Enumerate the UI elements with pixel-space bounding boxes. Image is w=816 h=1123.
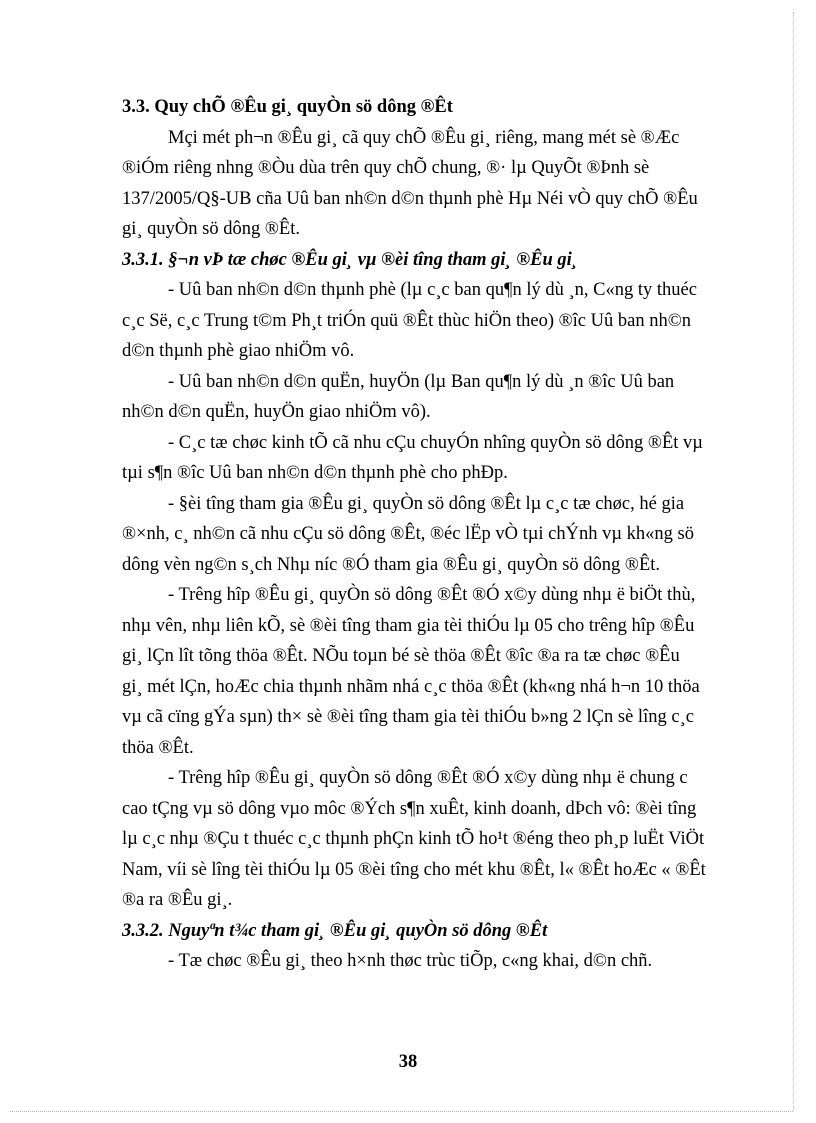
paragraph-line: vµ cã cïng gÝa sµn) th× sè ®èi tîng tham gia tèi thiÓu b»ng 2 lÇn sè lîng c¸c <box>122 707 694 727</box>
paragraph-line: dông vèn ng©n s¸ch Nhµ níc ®Ó tham gia ®Êu gi¸ quyÒn sö dông ®Êt. <box>122 554 661 575</box>
paragraph-line: ®a ra ®Êu gi¸. <box>122 890 233 910</box>
paragraph-line: gi¸ quyÒn sö dông ®Êt. <box>122 219 300 239</box>
subsection-heading-3-3-1: 3.3.1. §¬n vÞ tæ chøc ®Êu gi¸ vµ ®èi tîng tham gi¸ ®Êu gi¸ <box>122 249 578 270</box>
paragraph-line: lµ c¸c nhµ ®Çu t thuéc c¸c thµnh phÇn kinh tÕ ho¹t ®éng theo ph¸p luËt ViÖt <box>122 829 705 849</box>
paragraph-line: - Trêng hîp ®Êu gi¸ quyÒn sö dông ®Êt ®Ó x©y dùng nhµ ë chung c <box>168 768 688 788</box>
paragraph-line: - Uû ban nh©n d©n quËn, huyÖn (lµ Ban qu¶n lý dù ¸n ®îc Uû ban <box>168 371 675 392</box>
paragraph-line: Nam, víi sè lîng tèi thiÓu lµ 05 ®èi tîng cho mét khu ®Êt, l« ®Êt hoÆc « ®Êt <box>122 859 706 880</box>
paragraph-line: - §èi tîng tham gia ®Êu gi¸ quyÒn sö dông ®Êt lµ c¸c tæ chøc, hé gia <box>168 493 685 514</box>
paragraph-line: - Tæ chøc ®Êu gi¸ theo h×nh thøc trùc tiÕp, c«ng khai, d©n chñ. <box>168 951 653 971</box>
paragraph-line: - C¸c tæ chøc kinh tÕ cã nhu cÇu chuyÓn nhîng quyÒn sö dông ®Êt vµ <box>168 432 703 453</box>
paragraph-line: Mçi mét ph¬n ®Êu gi¸ cã quy chÕ ®Êu gi¸ riêng, mang mét sè ®Æc <box>168 127 680 148</box>
paragraph-line: gi¸ mét lÇn, hoÆc chia thµnh nhãm nhá c¸c thöa ®Êt (kh«ng nhá h¬n 10 thöa <box>122 676 700 697</box>
paragraph-line: tµi s¶n ®îc Uû ban nh©n d©n thµnh phè cho phÐp. <box>122 463 508 483</box>
paragraph-line: thöa ®Êt. <box>122 737 194 758</box>
paragraph-line: nh©n d©n quËn, huyÖn giao nhiÖm vô). <box>122 402 431 422</box>
paragraph-line: - Uû ban nh©n d©n thµnh phè (lµ c¸c ban qu¶n lý dù ¸n, C«ng ty thuéc <box>168 280 697 300</box>
page-border-bottom <box>10 1111 793 1112</box>
paragraph-line: - Trêng hîp ®Êu gi¸ quyÒn sö dông ®Êt ®Ó x©y dùng nhµ ë biÖt thù, <box>168 585 696 605</box>
page-content <box>122 92 744 977</box>
paragraph-line: cao tÇng vµ sö dông vµo môc ®Ých s¶n xuÊt, kinh doanh, dÞch vô: ®èi tîng <box>122 798 697 819</box>
paragraph-line: 137/2005/Q§-UB cña Uû ban nh©n d©n thµnh phè Hµ Néi vÒ quy chÕ ®Êu <box>122 188 698 209</box>
subsection-heading-3-3-2: 3.3.2. Nguyªn t¾c tham gi¸ ®Êu gi¸ quyÒn sö dông ®Êt <box>122 920 548 941</box>
section-heading-3-3: 3.3. Quy chÕ ®Êu gi¸ quyÒn sö dông ®Êt <box>122 97 453 117</box>
paragraph-line: c¸c Së, c¸c Trung t©m Ph¸t triÓn quü ®Êt thùc hiÖn theo) ®îc Uû ban nh©n <box>122 310 692 331</box>
page-number: 38 <box>398 1052 418 1072</box>
paragraph-line: ®iÓm riêng nhng ®Òu dùa trên quy chÕ chung, ®· lµ QuyÕt ®Þnh sè <box>122 158 650 178</box>
paragraph-line: gi¸ lÇn lît tõng thöa ®Êt. NÕu toµn bé sè thöa ®Êt ®îc ®a ra tæ chøc ®Êu <box>122 646 680 666</box>
paragraph-line: ®×nh, c¸ nh©n cã nhu cÇu sö dông ®Êt, ®éc lËp vÒ tµi chÝnh vµ kh«ng sö <box>122 524 694 544</box>
paragraph-line: d©n thµnh phè giao nhiÖm vô. <box>122 341 355 361</box>
paragraph-line: nhµ vên, nhµ liên kÕ, sè ®èi tîng tham gia tèi thiÓu lµ 05 cho trêng hîp ®Êu <box>122 615 695 636</box>
page-border-right <box>793 12 794 1110</box>
